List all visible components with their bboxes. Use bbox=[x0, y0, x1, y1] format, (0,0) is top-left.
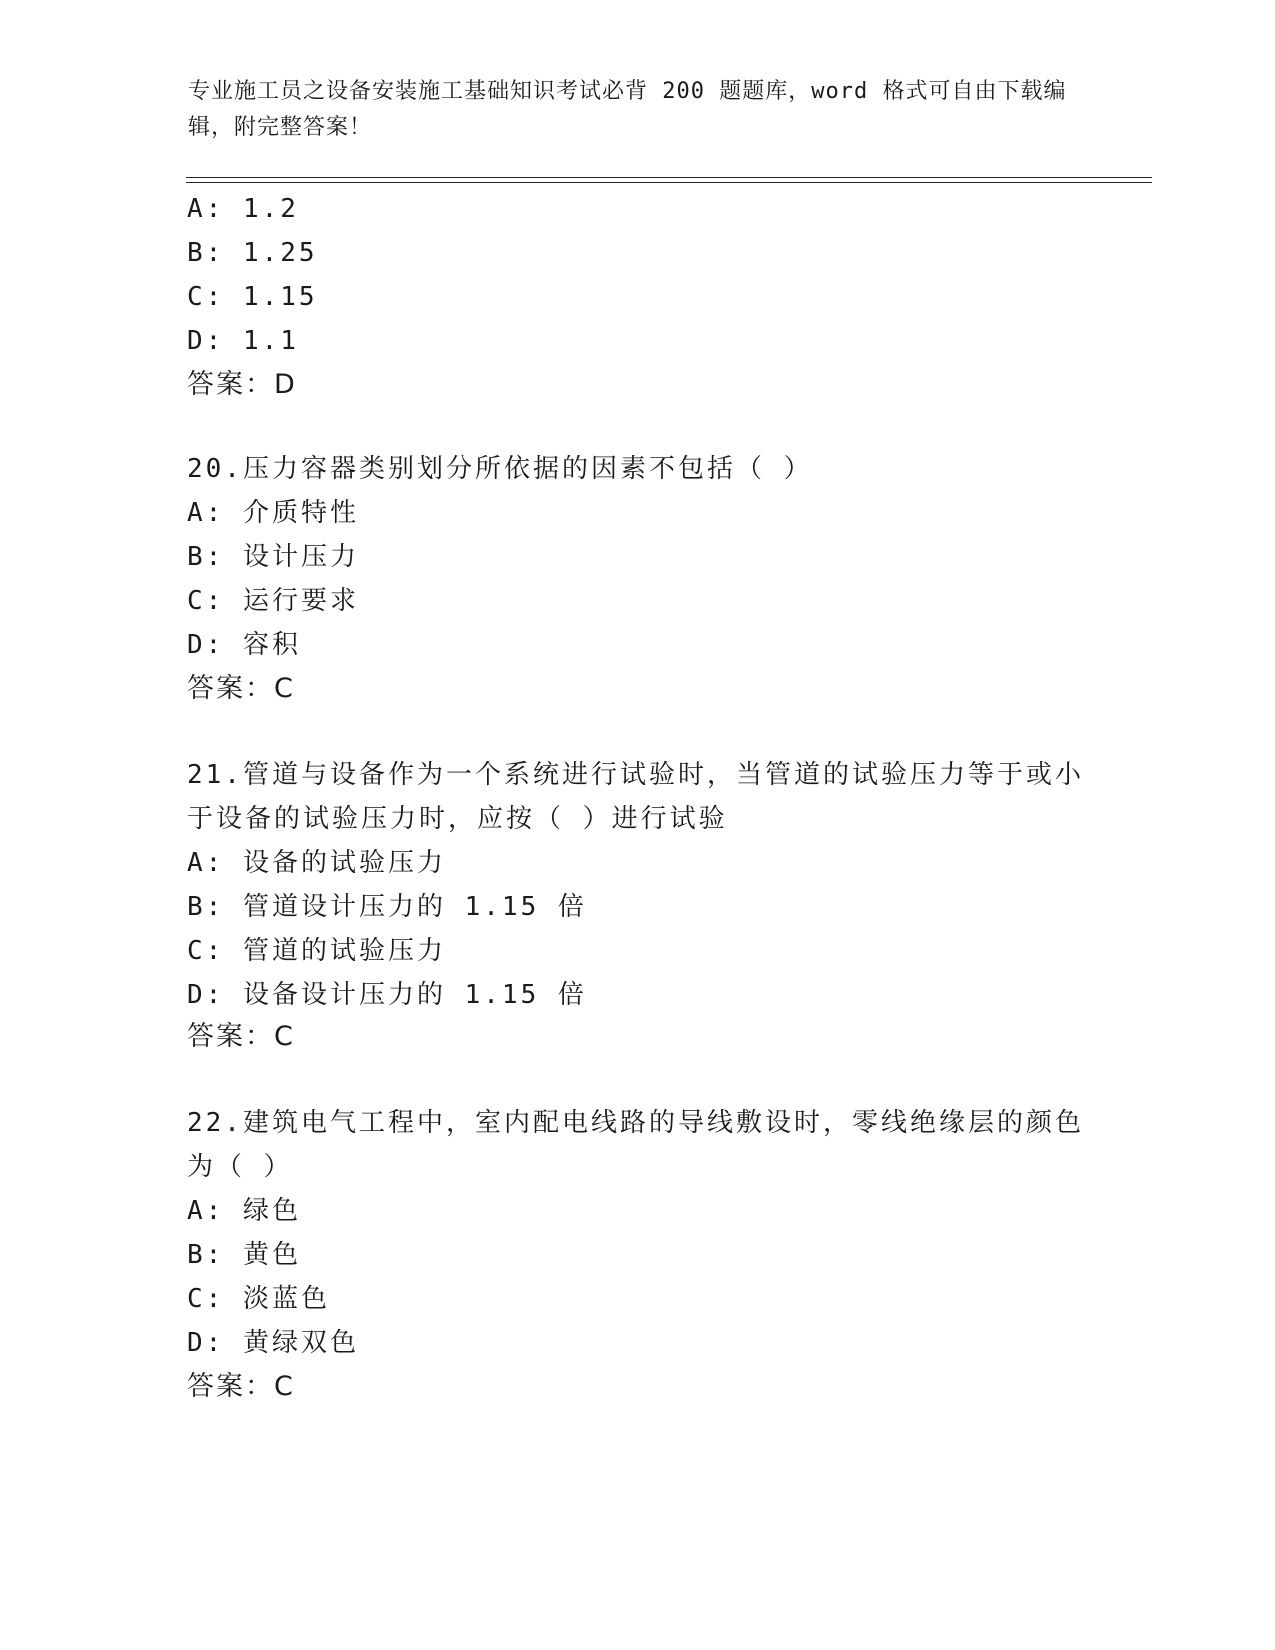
q20-question: 20.压力容器类别划分所依据的因素不包括（ ） bbox=[187, 454, 813, 484]
q19-option-c: C: 1.15 bbox=[187, 282, 318, 312]
q21-option-b: B: 管道设计压力的 1.15 倍 bbox=[187, 892, 587, 922]
header-rule-bottom bbox=[186, 182, 1152, 183]
q19-answer: 答案：D bbox=[187, 369, 297, 400]
q21-option-d: D: 设备设计压力的 1.15 倍 bbox=[187, 980, 587, 1010]
q20-option-d: D: 容积 bbox=[187, 630, 301, 660]
q21-question-line1: 21.管道与设备作为一个系统进行试验时，当管道的试验压力等于或小 bbox=[187, 760, 1084, 790]
q22-question-line1: 22.建筑电气工程中，室内配电线路的导线敷设时，零线绝缘层的颜色 bbox=[187, 1108, 1084, 1138]
q22-option-d: D: 黄绿双色 bbox=[187, 1328, 359, 1358]
q21-option-a: A: 设备的试验压力 bbox=[187, 848, 446, 878]
q20-answer: 答案：C bbox=[187, 673, 295, 704]
q22-option-a: A: 绿色 bbox=[187, 1196, 301, 1226]
header-rule-top bbox=[186, 177, 1152, 178]
q22-question-line2: 为（ ） bbox=[187, 1152, 293, 1182]
q21-question-line2: 于设备的试验压力时，应按（ ）进行试验 bbox=[187, 804, 728, 834]
q20-option-b: B: 设计压力 bbox=[187, 542, 359, 572]
q20-option-c: C: 运行要求 bbox=[187, 586, 359, 616]
q22-option-c: C: 淡蓝色 bbox=[187, 1284, 330, 1314]
q22-answer: 答案：C bbox=[187, 1371, 295, 1402]
document-header: 专业施工员之设备安装施工基础知识考试必背 200 题题库，word 格式可自由下载编辑，附完整答案！ bbox=[188, 79, 1067, 140]
q19-option-b: B: 1.25 bbox=[187, 238, 318, 268]
q21-option-c: C: 管道的试验压力 bbox=[187, 936, 446, 966]
q19-option-d: D: 1.1 bbox=[187, 326, 299, 356]
q22-option-b: B: 黄色 bbox=[187, 1240, 301, 1270]
q19-option-a: A: 1.2 bbox=[187, 194, 299, 224]
q21-answer: 答案：C bbox=[187, 1021, 295, 1052]
q20-option-a: A: 介质特性 bbox=[187, 498, 359, 528]
